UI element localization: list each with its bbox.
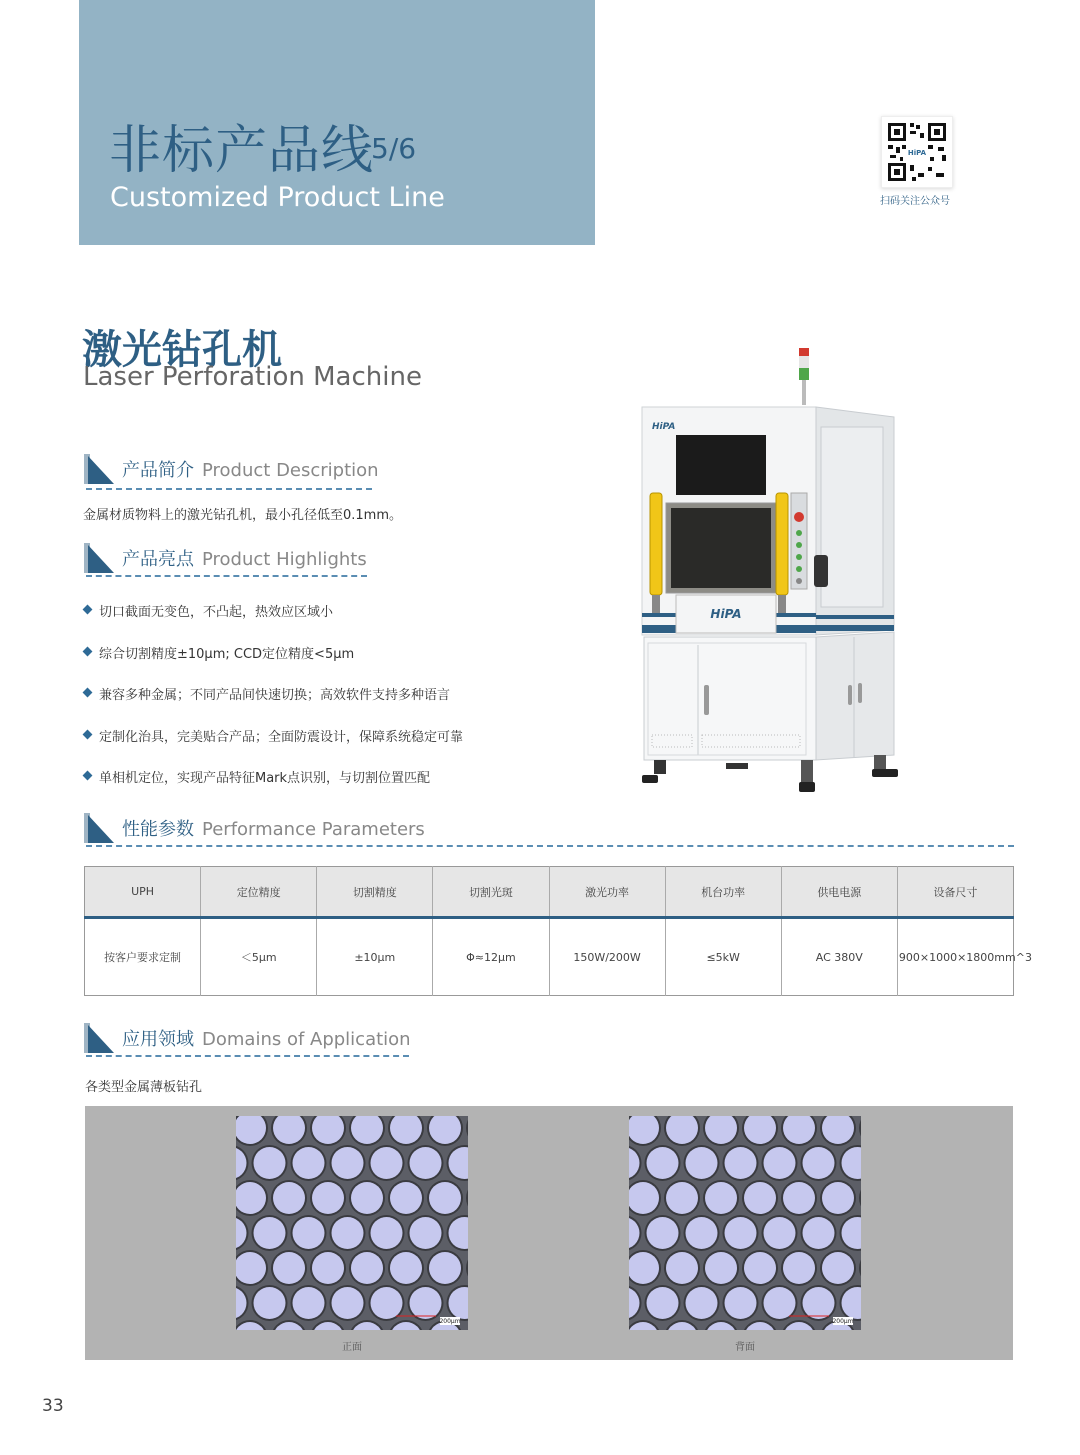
- hole: [312, 1182, 344, 1214]
- bullet-diamond-icon: [83, 688, 93, 698]
- table-cell: 按客户要求定制: [85, 918, 201, 996]
- header-title-en: Customized Product Line: [110, 182, 445, 213]
- scale-label: 200μm: [832, 1318, 854, 1325]
- sample-photo-back: [629, 1116, 861, 1330]
- hole: [803, 1217, 835, 1249]
- hole: [647, 1217, 679, 1249]
- table-header-cell: 激光功率: [549, 867, 665, 918]
- section-triangle-icon: [84, 1021, 116, 1053]
- hole: [351, 1252, 383, 1284]
- hole: [254, 1217, 286, 1249]
- list-item: 兼容多种金属；不同产品间快速切换；高效软件支持多种语言: [84, 684, 463, 726]
- machine-logo: HiPA: [710, 607, 742, 621]
- section-application-en: Domains of Application: [202, 1029, 411, 1050]
- hole: [803, 1287, 835, 1319]
- header-title-cn: 非标产品线: [109, 121, 375, 181]
- section-parameters-en: Performance Parameters: [202, 819, 425, 840]
- hole: [666, 1182, 698, 1214]
- list-item: 定制化治具，完美贴合产品；全面防震设计，保障系统稳定可靠: [84, 726, 463, 768]
- hole: [293, 1287, 325, 1319]
- divider: [86, 488, 372, 490]
- hole: [293, 1217, 325, 1249]
- divider: [86, 1055, 409, 1057]
- bullet-diamond-icon: [83, 771, 93, 781]
- hole: [744, 1252, 776, 1284]
- hole: [410, 1287, 442, 1319]
- sample-gallery: [85, 1106, 1013, 1360]
- section-highlights-en: Product Highlights: [202, 549, 367, 570]
- hole: [686, 1147, 718, 1179]
- table-cell: 900×1000×1800mm^3: [898, 950, 1032, 964]
- description-text: 金属材质物料上的激光钻孔机，最小孔径低至0.1mm。: [83, 508, 403, 523]
- table-header-row: [85, 867, 1014, 918]
- hole: [705, 1252, 737, 1284]
- hole: [371, 1287, 403, 1319]
- hole: [647, 1287, 679, 1319]
- application-text: 各类型金属薄板钻孔: [85, 1080, 203, 1095]
- product-name-cn: 激光钻孔机: [82, 327, 282, 373]
- photo-caption-front: 正面: [342, 1342, 362, 1353]
- hole: [254, 1287, 286, 1319]
- table-cell: ＜5μm: [201, 918, 317, 996]
- hole: [273, 1252, 305, 1284]
- hole: [686, 1217, 718, 1249]
- hole: [293, 1147, 325, 1179]
- hole: [410, 1217, 442, 1249]
- table-header-cell: UPH: [85, 867, 201, 918]
- hole: [429, 1182, 461, 1214]
- hole: [666, 1252, 698, 1284]
- table-header-cell: 机台功率: [665, 867, 781, 918]
- section-application-cn: 应用领域: [122, 1029, 194, 1050]
- divider: [86, 845, 1014, 847]
- bullet-diamond-icon: [83, 605, 93, 615]
- section-description-en: Product Description: [202, 460, 379, 481]
- machine-image: [636, 345, 906, 800]
- hole: [725, 1217, 757, 1249]
- page-indicator: 5/6: [371, 132, 417, 165]
- scale-label: 200μm: [439, 1318, 461, 1325]
- hole: [764, 1147, 796, 1179]
- table-cell: ±10μm: [317, 918, 433, 996]
- bullet-diamond-icon: [83, 646, 93, 656]
- hole: [273, 1182, 305, 1214]
- section-triangle-icon: [84, 811, 116, 843]
- qr-block: [881, 116, 953, 207]
- section-triangle-icon: [84, 541, 116, 573]
- hole: [686, 1287, 718, 1319]
- photo-caption-back: 背面: [735, 1342, 755, 1353]
- table-cell: 150W/200W: [549, 918, 665, 996]
- list-item: 切口截面无变色，不凸起，热效应区域小: [84, 601, 463, 643]
- hole: [705, 1182, 737, 1214]
- table-cell: Φ≈12μm: [433, 918, 549, 996]
- hole: [822, 1182, 854, 1214]
- hole: [764, 1287, 796, 1319]
- hole: [332, 1287, 364, 1319]
- section-parameters-cn: 性能参数: [122, 819, 194, 840]
- sample-photo-front: [236, 1116, 468, 1330]
- hole: [429, 1252, 461, 1284]
- hole: [764, 1217, 796, 1249]
- table-header-cell: 供电电源: [781, 867, 897, 918]
- hole: [725, 1287, 757, 1319]
- qr-brand: HiPA: [907, 149, 927, 157]
- section-highlights-cn: 产品亮点: [122, 549, 194, 570]
- hole: [783, 1182, 815, 1214]
- hole: [822, 1252, 854, 1284]
- parameters-table: [84, 866, 1032, 996]
- hole: [390, 1252, 422, 1284]
- table-row: [85, 918, 1014, 996]
- section-description-cn: 产品简介: [122, 460, 194, 481]
- machine-logo-small: HiPA: [652, 422, 676, 432]
- product-name-en: Laser Perforation Machine: [83, 362, 422, 392]
- hole: [332, 1217, 364, 1249]
- hole: [332, 1147, 364, 1179]
- hole: [371, 1147, 403, 1179]
- table-cell: ≤5kW: [665, 918, 781, 996]
- page-number: 33: [42, 1396, 64, 1416]
- header-banner: [79, 0, 595, 245]
- hole: [312, 1252, 344, 1284]
- hole: [371, 1217, 403, 1249]
- bullet-diamond-icon: [83, 729, 93, 739]
- hole: [410, 1147, 442, 1179]
- divider: [86, 575, 367, 577]
- hole: [390, 1182, 422, 1214]
- table-cell: AC 380V: [781, 918, 897, 996]
- hole: [744, 1182, 776, 1214]
- hole: [647, 1147, 679, 1179]
- table-header-cell: 设备尺寸: [897, 867, 1013, 918]
- table-header-cell: 切割精度: [317, 867, 433, 918]
- hole: [254, 1147, 286, 1179]
- highlights-list: [84, 601, 463, 809]
- table-header-cell: 定位精度: [201, 867, 317, 918]
- hole: [803, 1147, 835, 1179]
- qr-code-icon[interactable]: [881, 116, 953, 188]
- section-triangle-icon: [84, 452, 116, 484]
- list-item: 单相机定位，实现产品特征Mark点识别，与切割位置匹配: [84, 767, 463, 809]
- hole: [783, 1252, 815, 1284]
- qr-caption: 扫码关注公众号: [880, 196, 950, 207]
- table-header-cell: 切割光斑: [433, 867, 549, 918]
- hole: [351, 1182, 383, 1214]
- hole: [725, 1147, 757, 1179]
- list-item: 综合切割精度±10μm; CCD定位精度<5μm: [84, 643, 463, 685]
